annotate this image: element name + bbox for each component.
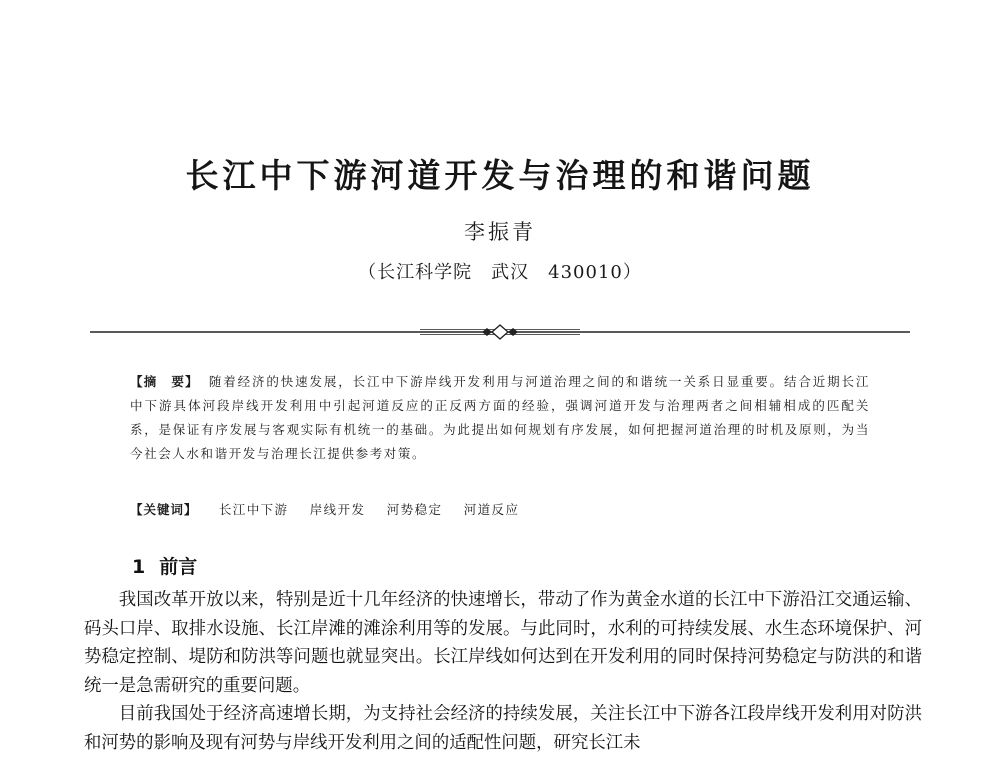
keyword: 长江中下游: [218, 502, 289, 517]
abstract-label: 【摘 要】: [130, 374, 199, 389]
section-body: [84, 586, 922, 757]
author-affiliation: （长江科学院 武汉 430010）: [358, 262, 642, 283]
keyword: 河势稳定: [386, 502, 443, 517]
keywords: [130, 498, 870, 522]
keyword: 河道反应: [463, 502, 520, 517]
section-title: 前言: [159, 556, 198, 578]
abstract-text: 随着经济的快速发展，长江中下游岸线开发利用与河道治理之间的和谐统一关系日显重要。结合近期长江中下游具体河段岸线开发利用中引起河道反应的正反两方面的经验，强调河道开发与治理两者之间相辅相成的匹配关系，是保证有序发展与客观实际有机统一的基础。为此提出如何规划有序发展，如何把握河道治理的时机及原则，为当今社会人水和谐开发与治理长江提供参考对策。: [130, 374, 870, 461]
body-paragraph: 目前我国处于经济高速增长期，为支持社会经济的持续发展，关注长江中下游各江段岸线开发利用对防洪和河势的影响及现有河势与岸线开发利用之间的适配性问题，研究长江未: [84, 704, 922, 753]
paper-title: 长江中下游河道开发与治理的和谐问题: [185, 156, 815, 195]
abstract: [130, 370, 870, 466]
keywords-label: 【关键词】: [130, 502, 198, 517]
section-heading: [132, 552, 197, 579]
section-number: 1: [132, 556, 146, 578]
author-name: 李振青: [464, 220, 536, 244]
keyword: 岸线开发: [309, 502, 366, 517]
ornamental-divider: [90, 322, 910, 342]
body-paragraph: 我国改革开放以来，特别是近十几年经济的快速增长，带动了作为黄金水道的长江中下游沿江交通运输、码头口岸、取排水设施、长江岸滩的滩涂利用等的发展。与此同时，水利的可持续发展、水生态环境保护、河势稳定控制、堤防和防洪等问题也就显突出。长江岸线如何达到在开发利用的同时保持河势稳定与防洪的和谐统一是急需研究的重要问题。: [84, 590, 922, 696]
